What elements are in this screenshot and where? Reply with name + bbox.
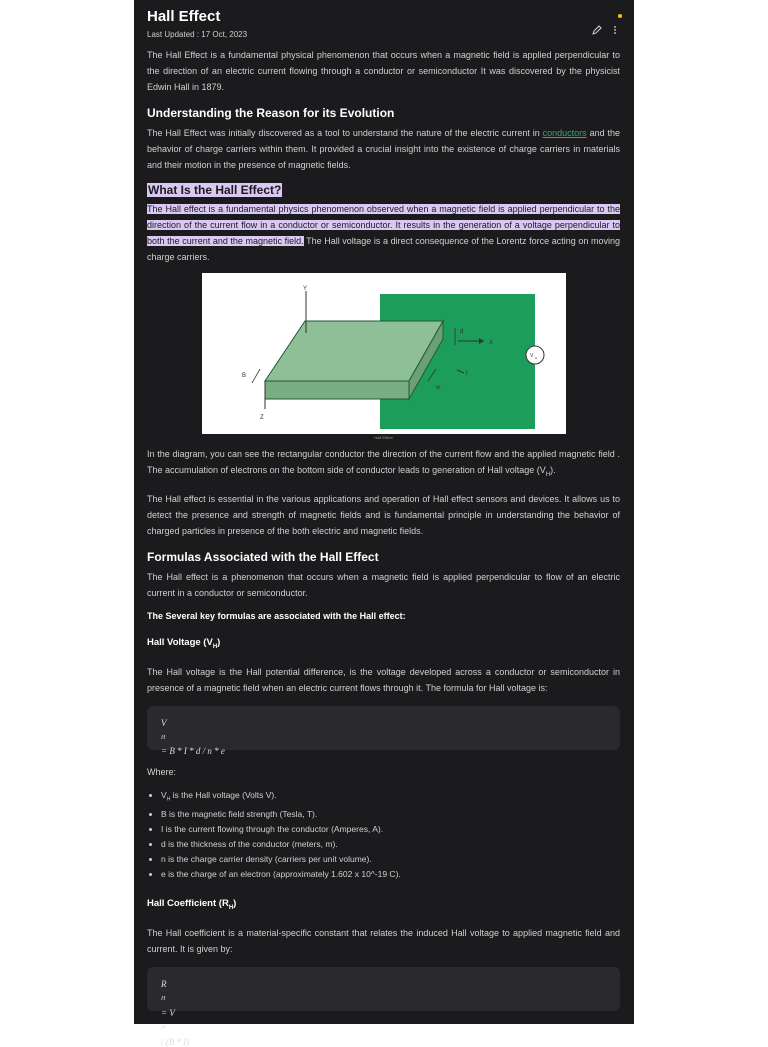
hall-voltage-formula-rest: = B * I * d / n * e: [161, 746, 225, 757]
hall-voltage-formula-symbol: V: [161, 717, 167, 728]
notification-badge: [618, 14, 622, 18]
hall-coefficient-text: The Hall coefficient is a material-specific constant that relates the induced Hall voltage to applied magnetic field and current. It is given by:: [147, 928, 620, 955]
hall-voltage-title: [147, 637, 620, 650]
section-evolution-text-start: The Hall Effect was initially discovered as a tool to understand the nature of the electric current in: [147, 128, 543, 138]
intro-paragraph: The Hall Effect is a fundamental physical phenomenon that occurs when a magnetic field is applied perpendicular to the direction of an electric current flowing through a conductor or semiconductor It was discovered by the physicist Edwin Hall in 1879.: [147, 50, 620, 92]
label-x: X: [488, 340, 493, 346]
pencil-icon[interactable]: [592, 22, 602, 32]
hall-coefficient-title-sub: H: [228, 905, 234, 912]
hall-voltage-title-sub: H: [212, 643, 218, 650]
conductor-slab-front: [265, 381, 409, 399]
section-evolution-text: [147, 125, 620, 173]
section-what-is-title: What Is the Hall Effect?: [148, 183, 282, 197]
label-vh: V: [529, 353, 533, 359]
diagram-paragraph-text: In the diagram, you can see the rectangular conductor the direction of the current flow and the applied magnetic field . The accumulation of electrons on the bottom side of conductor leads to generation of Hall voltage (V: [147, 449, 620, 475]
figure-caption: Hall Effect: [374, 435, 393, 440]
where-item-i: • I is the current flowing through the conductor (Amperes, A).: [161, 822, 620, 837]
where-list: [147, 788, 620, 883]
label-w: w: [435, 385, 440, 391]
definition-rest: The Hall voltage is a direct consequence of the Lorentz force acting on moving charge carriers.: [147, 236, 620, 262]
voltmeter-icon: [526, 346, 544, 364]
hall-coefficient-title-end: ): [233, 898, 237, 910]
diagram-paragraph-end: ).: [550, 465, 556, 475]
more-vertical-icon[interactable]: [610, 22, 620, 32]
highlighted-definition: The Hall effect is a fundamental physics phenomenon observed when a magnetic field is applied perpendicular to the direction of the current flow in a conductor or semiconductor. It results in the generation of a voltage perpendicular to both the current and the magnetic field.: [147, 204, 620, 246]
hall-coefficient-formula-box: [147, 967, 620, 1047]
label-z: Z: [259, 415, 264, 421]
hall-coefficient-formula: [161, 967, 606, 1047]
label-vh-sub: H: [534, 356, 537, 360]
formulas-intro-bold: The Several key formulas are associated with the Hall effect:: [147, 610, 406, 621]
hall-coefficient-title-text: Hall Coefficient (R: [147, 898, 229, 910]
b-field-line: [252, 369, 260, 383]
hall-voltage-title-end: ): [217, 636, 221, 648]
title-row: [147, 6, 620, 39]
where-item-d: • d is the thickness of the conductor (meters, m).: [161, 837, 620, 852]
hall-coefficient-formula-symbol: R: [161, 979, 167, 990]
page-title: Hall Effect: [147, 8, 221, 25]
hall-coefficient-title: [147, 898, 620, 911]
hall-voltage-title-text: Hall Voltage (V: [147, 636, 213, 648]
hall-coefficient-formula-sub2: H: [161, 1024, 166, 1031]
where-label: Where:: [147, 766, 177, 777]
label-b: B: [241, 373, 246, 379]
label-i: I: [465, 371, 468, 377]
where-item-vh: [161, 788, 620, 808]
section-what-is-text: [147, 201, 620, 265]
where-item-vh-sub: H: [166, 796, 171, 803]
conductors-link[interactable]: conductors: [542, 128, 587, 138]
hall-voltage-formula-sub: H: [161, 734, 166, 741]
article-actions: [592, 22, 620, 32]
label-d: d: [459, 329, 463, 335]
last-updated: Last Updated : 17 Oct, 2023: [147, 30, 248, 39]
hall-effect-diagram: [202, 273, 566, 434]
where-item-n: • n is the charge carrier density (carriers per unit volume).: [161, 852, 620, 867]
hall-coefficient-formula-sub: H: [161, 996, 166, 1003]
diagram-paragraph: [147, 446, 620, 483]
section-formulas-title: Formulas Associated with the Hall Effect: [147, 549, 379, 564]
where-item-e: • e is the charge of an electron (approximately 1.602 x 10^-19 C).: [161, 867, 620, 882]
where-item-vh-text: is the Hall voltage (Volts V).: [170, 789, 277, 800]
section-evolution-text-end: and the behavior of charge carriers within them. It provided a crucial insight into the existence of charge carriers in materials and their motion in the presence of magnetic fields.: [147, 128, 620, 170]
section-formulas-text: The Hall effect is a phenomenon that occurs when a magnetic field is applied perpendicular to flow of an electric current in a conductor or semiconductor.: [147, 571, 620, 598]
where-item-vh-symbol: V: [161, 789, 167, 800]
diagram-paragraph-sub: H: [545, 471, 551, 478]
hall-voltage-text: The Hall voltage is the Hall potential difference, is the voltage developed across a conductor or semiconductor in presence of a magnetic field when an electric current flows through it. The formula for Hall voltage is:: [147, 666, 620, 693]
hall-voltage-formula-box: [147, 706, 620, 757]
label-y: Y: [302, 286, 307, 292]
diagram-svg: [202, 273, 566, 434]
hall-coefficient-formula-rest: / (B * I): [161, 1036, 190, 1047]
hall-coefficient-formula-mid: = V: [161, 1008, 175, 1019]
hall-voltage-formula: [161, 706, 606, 757]
section-evolution-title: Understanding the Reason for its Evolution: [147, 106, 395, 120]
where-item-b: • B is the magnetic field strength (Tesla, T).: [161, 807, 620, 822]
article-page: [134, 0, 634, 1047]
applications-paragraph: The Hall effect is essential in the various applications and operation of Hall effect sensors and devices. It allows us to detect the presence and strength of magnetic fields and is fundamental principle in understanding the behavior of charged particles in presence of the both electric and magnetic fields.: [147, 493, 620, 536]
